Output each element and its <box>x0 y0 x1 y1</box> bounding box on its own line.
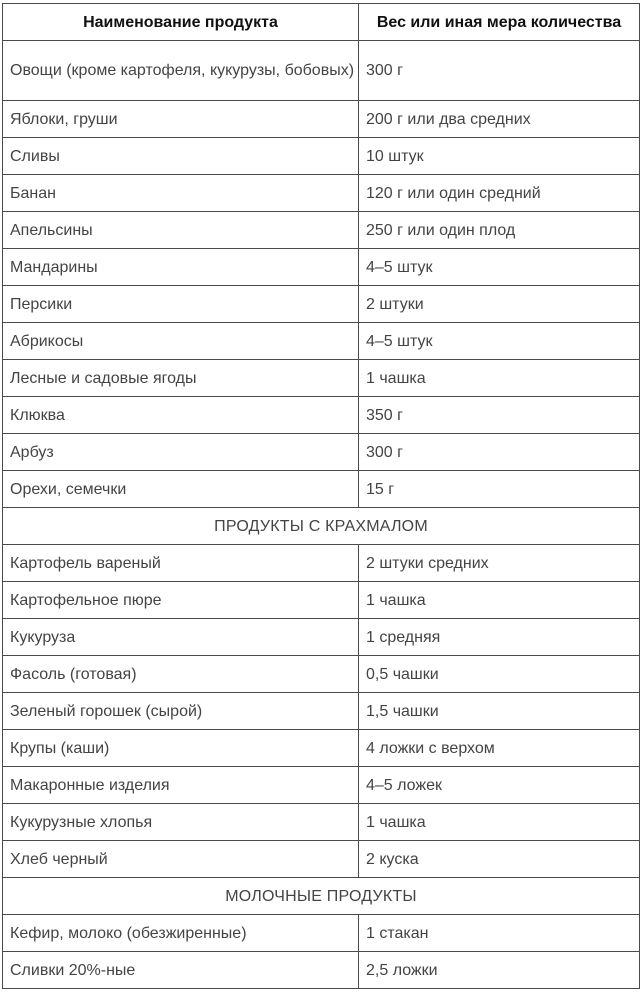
product-name: Клюква <box>3 397 359 434</box>
table-row <box>3 730 640 767</box>
product-amount: 0,5 чашки <box>359 656 640 693</box>
product-name: Орехи, семечки <box>3 471 359 508</box>
table-row <box>3 582 640 619</box>
table-row <box>3 249 640 286</box>
product-amount: 200 г или два средних <box>359 101 640 138</box>
product-amount: 1 чашка <box>359 804 640 841</box>
product-amount: 250 г или один плод <box>359 212 640 249</box>
product-amount: 1 средняя <box>359 619 640 656</box>
table-row <box>3 323 640 360</box>
table-row <box>3 397 640 434</box>
product-name: Яблоки, груши <box>3 101 359 138</box>
product-name: Фасоль (готовая) <box>3 656 359 693</box>
section-header-starch <box>3 508 640 545</box>
product-name: Кукуруза <box>3 619 359 656</box>
table-row <box>3 360 640 397</box>
product-amount: 2 штуки <box>359 286 640 323</box>
product-amount: 350 г <box>359 397 640 434</box>
product-amount: 300 г <box>359 434 640 471</box>
table-row <box>3 471 640 508</box>
product-amount: 2 штуки средних <box>359 545 640 582</box>
product-name: Банан <box>3 175 359 212</box>
product-amount: 1 чашка <box>359 360 640 397</box>
table-row <box>3 286 640 323</box>
product-amount: 1 стакан <box>359 915 640 952</box>
product-amount: 2 куска <box>359 841 640 878</box>
product-amount: 120 г или один средний <box>359 175 640 212</box>
table-row <box>3 619 640 656</box>
table-row <box>3 693 640 730</box>
product-name: Лесные и садовые ягоды <box>3 360 359 397</box>
product-name: Персики <box>3 286 359 323</box>
product-name: Кукурузные хлопья <box>3 804 359 841</box>
product-amount: 4 ложки с верхом <box>359 730 640 767</box>
product-name: Абрикосы <box>3 323 359 360</box>
product-name: Крупы (каши) <box>3 730 359 767</box>
table-row <box>3 952 640 989</box>
product-amount: 15 г <box>359 471 640 508</box>
header-amount: Вес или иная мера количества <box>359 4 640 41</box>
product-amount: 300 г <box>359 41 640 101</box>
product-name: Мандарины <box>3 249 359 286</box>
table-row <box>3 767 640 804</box>
product-name: Апельсины <box>3 212 359 249</box>
product-name: Картофель вареный <box>3 545 359 582</box>
product-amount: 1,5 чашки <box>359 693 640 730</box>
table-row <box>3 138 640 175</box>
table-row <box>3 175 640 212</box>
table-row <box>3 804 640 841</box>
section-title: МОЛОЧНЫЕ ПРОДУКТЫ <box>3 878 640 915</box>
table-header-row <box>3 4 640 41</box>
table-row <box>3 915 640 952</box>
product-name: Овощи (кроме картофеля, кукурузы, бобовых) <box>3 41 359 101</box>
product-name: Сливы <box>3 138 359 175</box>
product-amount: 4–5 штук <box>359 249 640 286</box>
product-amount: 4–5 штук <box>359 323 640 360</box>
section-header-dairy <box>3 878 640 915</box>
table-row <box>3 545 640 582</box>
product-name: Зеленый горошек (сырой) <box>3 693 359 730</box>
table-row <box>3 41 640 101</box>
portion-table <box>2 3 640 989</box>
table-row <box>3 101 640 138</box>
section-title: ПРОДУКТЫ С КРАХМАЛОМ <box>3 508 640 545</box>
product-name: Кефир, молоко (обезжиренные) <box>3 915 359 952</box>
product-name: Макаронные изделия <box>3 767 359 804</box>
product-name: Хлеб черный <box>3 841 359 878</box>
product-name: Картофельное пюре <box>3 582 359 619</box>
table-row <box>3 656 640 693</box>
header-product-name: Наименование продукта <box>3 4 359 41</box>
table-row <box>3 841 640 878</box>
table-row <box>3 434 640 471</box>
product-amount: 1 чашка <box>359 582 640 619</box>
table-row <box>3 212 640 249</box>
product-amount: 10 штук <box>359 138 640 175</box>
product-amount: 2,5 ложки <box>359 952 640 989</box>
product-name: Арбуз <box>3 434 359 471</box>
product-name: Сливки 20%-ные <box>3 952 359 989</box>
product-amount: 4–5 ложек <box>359 767 640 804</box>
